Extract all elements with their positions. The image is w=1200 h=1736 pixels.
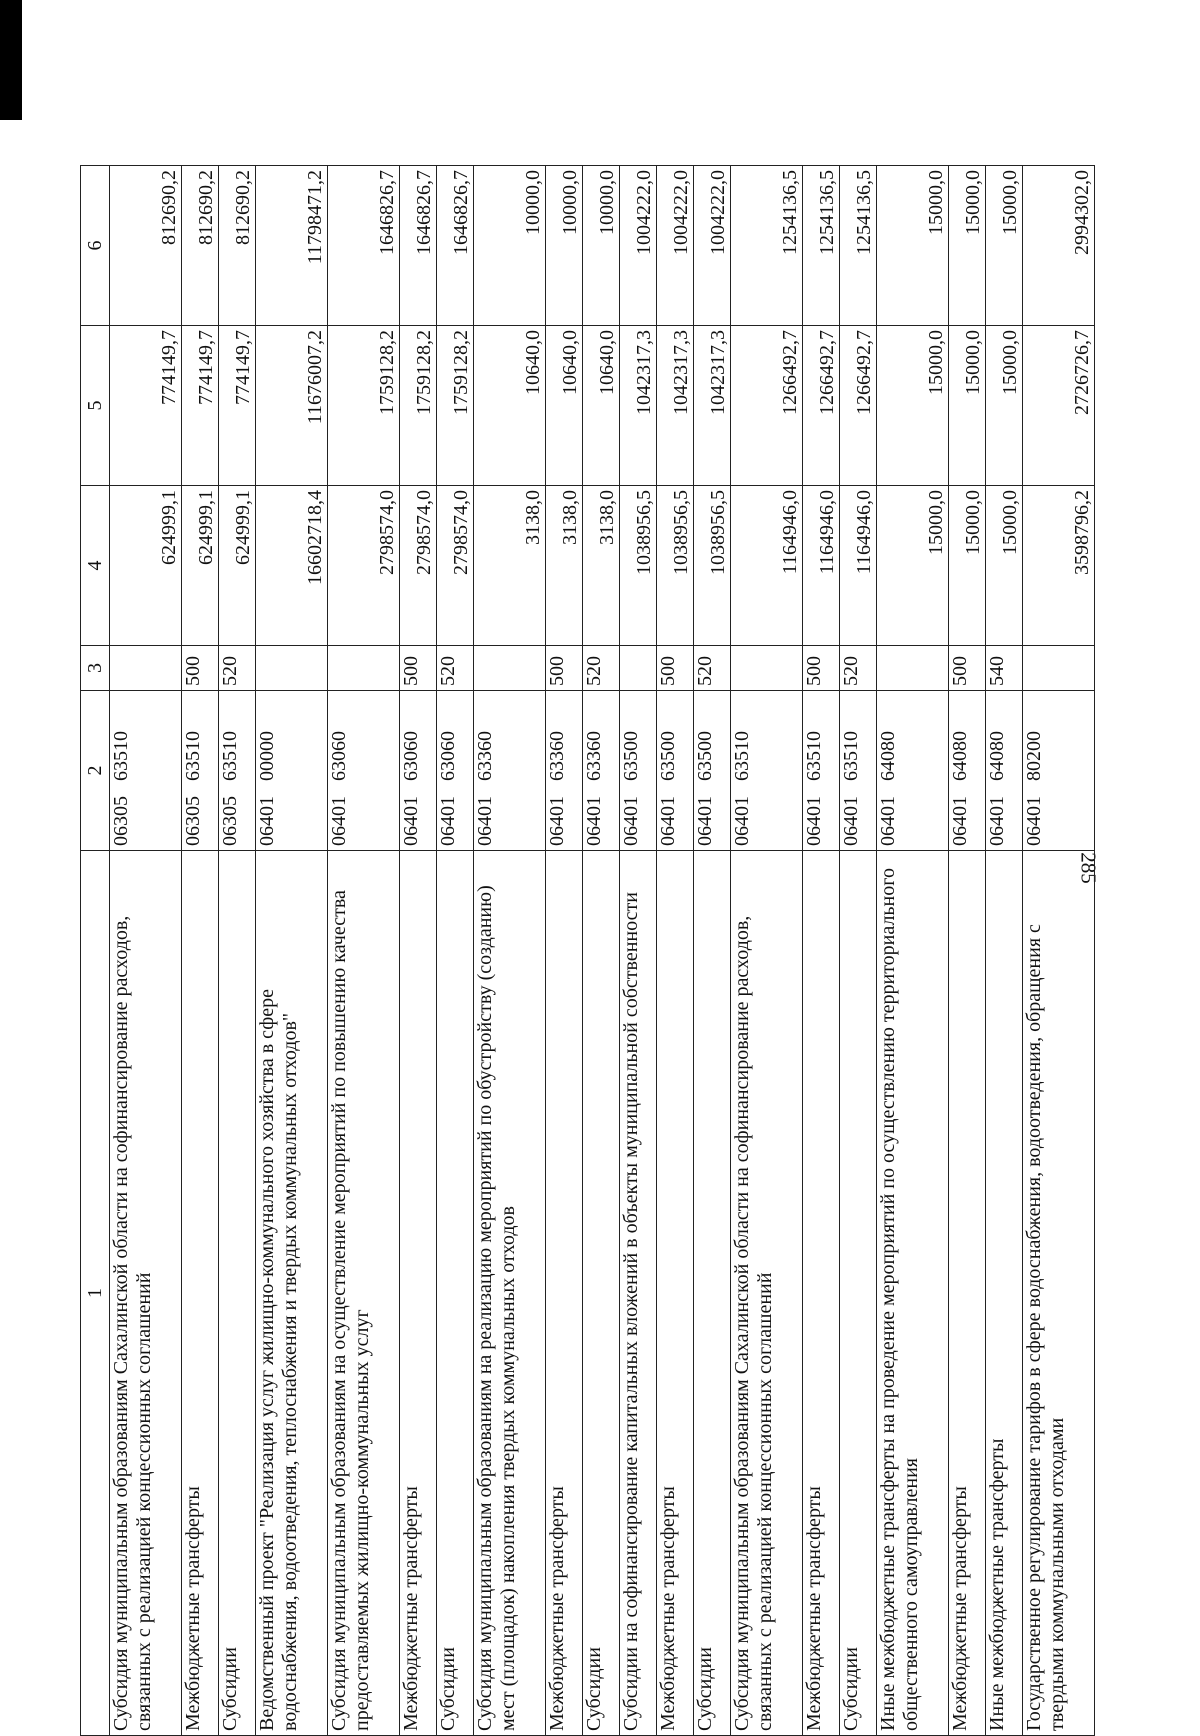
table-row bbox=[400, 166, 437, 1736]
row-value-col6: 15000,0 bbox=[948, 166, 985, 326]
row-expense-type: 500 bbox=[657, 646, 694, 691]
row-value-col6: 1646826,7 bbox=[400, 166, 437, 326]
row-value-col5: 774149,7 bbox=[110, 326, 182, 486]
page-number: 285 bbox=[1076, 852, 1101, 884]
row-expense-type bbox=[110, 646, 182, 691]
row-value-col5: 1759128,2 bbox=[437, 326, 474, 486]
row-code: 06401 64080 bbox=[985, 691, 1022, 851]
table-row bbox=[219, 166, 256, 1736]
row-expense-type: 520 bbox=[693, 646, 730, 691]
table-row bbox=[948, 166, 985, 1736]
row-code: 06401 63500 bbox=[657, 691, 694, 851]
row-code: 06305 63510 bbox=[182, 691, 219, 851]
row-value-col5: 15000,0 bbox=[948, 326, 985, 486]
row-name: Межбюджетные трансферты bbox=[400, 851, 437, 1736]
row-value-col5: 2726726,7 bbox=[1022, 326, 1094, 486]
row-value-col5: 10640,0 bbox=[583, 326, 620, 486]
row-value-col6: 2994302,0 bbox=[1022, 166, 1094, 326]
table-row bbox=[583, 166, 620, 1736]
row-expense-type bbox=[876, 646, 948, 691]
scan-edge-mark bbox=[0, 0, 22, 120]
row-value-col5: 1042317,3 bbox=[693, 326, 730, 486]
row-code: 06401 63060 bbox=[328, 691, 400, 851]
row-value-col6: 10000,0 bbox=[583, 166, 620, 326]
row-code: 06401 63060 bbox=[437, 691, 474, 851]
row-code: 06401 63360 bbox=[474, 691, 546, 851]
row-expense-type bbox=[474, 646, 546, 691]
row-value-col5: 774149,7 bbox=[182, 326, 219, 486]
row-value-col6: 1646826,7 bbox=[328, 166, 400, 326]
row-value-col4: 3138,0 bbox=[546, 486, 583, 646]
row-expense-type: 520 bbox=[219, 646, 256, 691]
row-value-col6: 812690,2 bbox=[110, 166, 182, 326]
row-code: 06401 63510 bbox=[802, 691, 839, 851]
row-code: 06401 64080 bbox=[948, 691, 985, 851]
row-code: 06401 63510 bbox=[730, 691, 802, 851]
row-value-col4: 15000,0 bbox=[876, 486, 948, 646]
row-expense-type: 540 bbox=[985, 646, 1022, 691]
budget-table-rotated bbox=[80, 166, 1095, 1736]
table-row bbox=[839, 166, 876, 1736]
row-code: 06305 63510 bbox=[219, 691, 256, 851]
header-col-6: 6 bbox=[81, 166, 110, 326]
row-expense-type: 500 bbox=[802, 646, 839, 691]
header-row bbox=[81, 166, 110, 1736]
table-row bbox=[985, 166, 1022, 1736]
row-name: Субсидия муниципальным образованиям Сахалинской области на софинансирование расходов, связанных с реализацией концессионных соглашений bbox=[110, 851, 182, 1736]
row-code: 06401 64080 bbox=[876, 691, 948, 851]
row-value-col4: 624999,1 bbox=[110, 486, 182, 646]
row-expense-type: 500 bbox=[400, 646, 437, 691]
row-name: Субсидии на софинансирование капитальных вложений в объекты муниципальной собственности bbox=[620, 851, 657, 1736]
row-value-col6: 15000,0 bbox=[876, 166, 948, 326]
row-name: Субсидия муниципальным образованиям Сахалинской области на софинансирование расходов, связанных с реализацией концессионных соглашений bbox=[730, 851, 802, 1736]
row-expense-type bbox=[328, 646, 400, 691]
row-value-col6: 812690,2 bbox=[219, 166, 256, 326]
row-expense-type: 520 bbox=[437, 646, 474, 691]
row-value-col5: 10640,0 bbox=[546, 326, 583, 486]
row-value-col4: 1038956,5 bbox=[620, 486, 657, 646]
row-expense-type: 520 bbox=[839, 646, 876, 691]
row-name: Государственное регулирование тарифов в сфере водоснабжения, водоотведения, обращения с твердыми коммунальными отходами bbox=[1022, 851, 1094, 1736]
row-code: 06305 63510 bbox=[110, 691, 182, 851]
row-value-col5: 15000,0 bbox=[985, 326, 1022, 486]
row-value-col6: 1004222,0 bbox=[620, 166, 657, 326]
table-row bbox=[1022, 166, 1094, 1736]
row-expense-type bbox=[255, 646, 327, 691]
header-col-2: 2 bbox=[81, 691, 110, 851]
row-name: Межбюджетные трансферты bbox=[657, 851, 694, 1736]
row-value-col4: 624999,1 bbox=[182, 486, 219, 646]
row-value-col4: 1164946,0 bbox=[839, 486, 876, 646]
row-value-col5: 15000,0 bbox=[876, 326, 948, 486]
row-value-col5: 1266492,7 bbox=[730, 326, 802, 486]
table-row bbox=[474, 166, 546, 1736]
header-col-4: 4 bbox=[81, 486, 110, 646]
row-value-col6: 1646826,7 bbox=[437, 166, 474, 326]
row-name: Ведомственный проект "Реализация услуг жилищно-коммунального хозяйства в сфере водоснабжения, водоотведения, теплоснабжения и твердых коммунальных отходов" bbox=[255, 851, 327, 1736]
table-row bbox=[255, 166, 327, 1736]
row-value-col5: 1042317,3 bbox=[620, 326, 657, 486]
row-value-col6: 1004222,0 bbox=[657, 166, 694, 326]
row-value-col4: 15000,0 bbox=[948, 486, 985, 646]
table-row bbox=[110, 166, 182, 1736]
row-value-col6: 10000,0 bbox=[474, 166, 546, 326]
row-value-col6: 15000,0 bbox=[985, 166, 1022, 326]
row-name: Субсидия муниципальным образованиям на реализацию мероприятий по обустройству (созданию) мест (площадок) накопления твердых коммунальных отходов bbox=[474, 851, 546, 1736]
row-value-col4: 15000,0 bbox=[985, 486, 1022, 646]
row-expense-type: 500 bbox=[546, 646, 583, 691]
row-code: 06401 00000 bbox=[255, 691, 327, 851]
row-code: 06401 63500 bbox=[693, 691, 730, 851]
row-name: Межбюджетные трансферты bbox=[182, 851, 219, 1736]
header-col-1: 1 bbox=[81, 851, 110, 1736]
row-name: Межбюджетные трансферты bbox=[802, 851, 839, 1736]
row-value-col6: 1254136,5 bbox=[839, 166, 876, 326]
row-value-col5: 11676007,2 bbox=[255, 326, 327, 486]
table-row bbox=[730, 166, 802, 1736]
table-row bbox=[437, 166, 474, 1736]
row-name: Субсидия муниципальным образованиям на осуществление мероприятий по повышению качества предоставляемых жилищно-коммунальных услуг bbox=[328, 851, 400, 1736]
table-row bbox=[620, 166, 657, 1736]
row-value-col4: 3138,0 bbox=[474, 486, 546, 646]
row-value-col4: 2798574,0 bbox=[437, 486, 474, 646]
row-value-col5: 1759128,2 bbox=[400, 326, 437, 486]
row-code: 06401 63500 bbox=[620, 691, 657, 851]
table-row bbox=[802, 166, 839, 1736]
row-expense-type bbox=[620, 646, 657, 691]
row-code: 06401 63060 bbox=[400, 691, 437, 851]
row-value-col6: 1254136,5 bbox=[802, 166, 839, 326]
row-value-col4: 2798574,0 bbox=[400, 486, 437, 646]
table-row bbox=[182, 166, 219, 1736]
header-col-3: 3 bbox=[81, 646, 110, 691]
row-code: 06401 63360 bbox=[583, 691, 620, 851]
row-code: 06401 80200 bbox=[1022, 691, 1094, 851]
row-name: Субсидии bbox=[839, 851, 876, 1736]
row-value-col4: 2798574,0 bbox=[328, 486, 400, 646]
row-name: Иные межбюджетные трансферты на проведение мероприятий по осуществлению территориального общественного самоуправления bbox=[876, 851, 948, 1736]
row-name: Субсидии bbox=[437, 851, 474, 1736]
row-value-col4: 1164946,0 bbox=[802, 486, 839, 646]
row-expense-type: 520 bbox=[583, 646, 620, 691]
row-code: 06401 63360 bbox=[546, 691, 583, 851]
row-value-col4: 624999,1 bbox=[219, 486, 256, 646]
row-name: Межбюджетные трансферты bbox=[546, 851, 583, 1736]
row-value-col6: 11798471,2 bbox=[255, 166, 327, 326]
row-value-col5: 1042317,3 bbox=[657, 326, 694, 486]
row-value-col6: 1254136,5 bbox=[730, 166, 802, 326]
row-value-col4: 1038956,5 bbox=[657, 486, 694, 646]
row-expense-type bbox=[730, 646, 802, 691]
row-expense-type bbox=[1022, 646, 1094, 691]
header-col-5: 5 bbox=[81, 326, 110, 486]
row-value-col5: 1266492,7 bbox=[839, 326, 876, 486]
row-name: Иные межбюджетные трансферты bbox=[985, 851, 1022, 1736]
row-value-col4: 1164946,0 bbox=[730, 486, 802, 646]
row-value-col4: 3598796,2 bbox=[1022, 486, 1094, 646]
row-value-col5: 1266492,7 bbox=[802, 326, 839, 486]
row-name: Субсидии bbox=[219, 851, 256, 1736]
row-name: Субсидии bbox=[583, 851, 620, 1736]
row-value-col5: 1759128,2 bbox=[328, 326, 400, 486]
row-name: Межбюджетные трансферты bbox=[948, 851, 985, 1736]
row-value-col6: 10000,0 bbox=[546, 166, 583, 326]
table-row bbox=[328, 166, 400, 1736]
row-value-col5: 10640,0 bbox=[474, 326, 546, 486]
row-name: Субсидии bbox=[693, 851, 730, 1736]
row-value-col4: 16602718,4 bbox=[255, 486, 327, 646]
row-code: 06401 63510 bbox=[839, 691, 876, 851]
budget-table bbox=[80, 165, 1095, 1736]
table-row bbox=[693, 166, 730, 1736]
row-expense-type: 500 bbox=[182, 646, 219, 691]
row-value-col4: 3138,0 bbox=[583, 486, 620, 646]
table-row bbox=[657, 166, 694, 1736]
row-value-col5: 774149,7 bbox=[219, 326, 256, 486]
row-value-col4: 1038956,5 bbox=[693, 486, 730, 646]
row-value-col6: 1004222,0 bbox=[693, 166, 730, 326]
table-row bbox=[546, 166, 583, 1736]
row-expense-type: 500 bbox=[948, 646, 985, 691]
row-value-col6: 812690,2 bbox=[182, 166, 219, 326]
table-row bbox=[876, 166, 948, 1736]
